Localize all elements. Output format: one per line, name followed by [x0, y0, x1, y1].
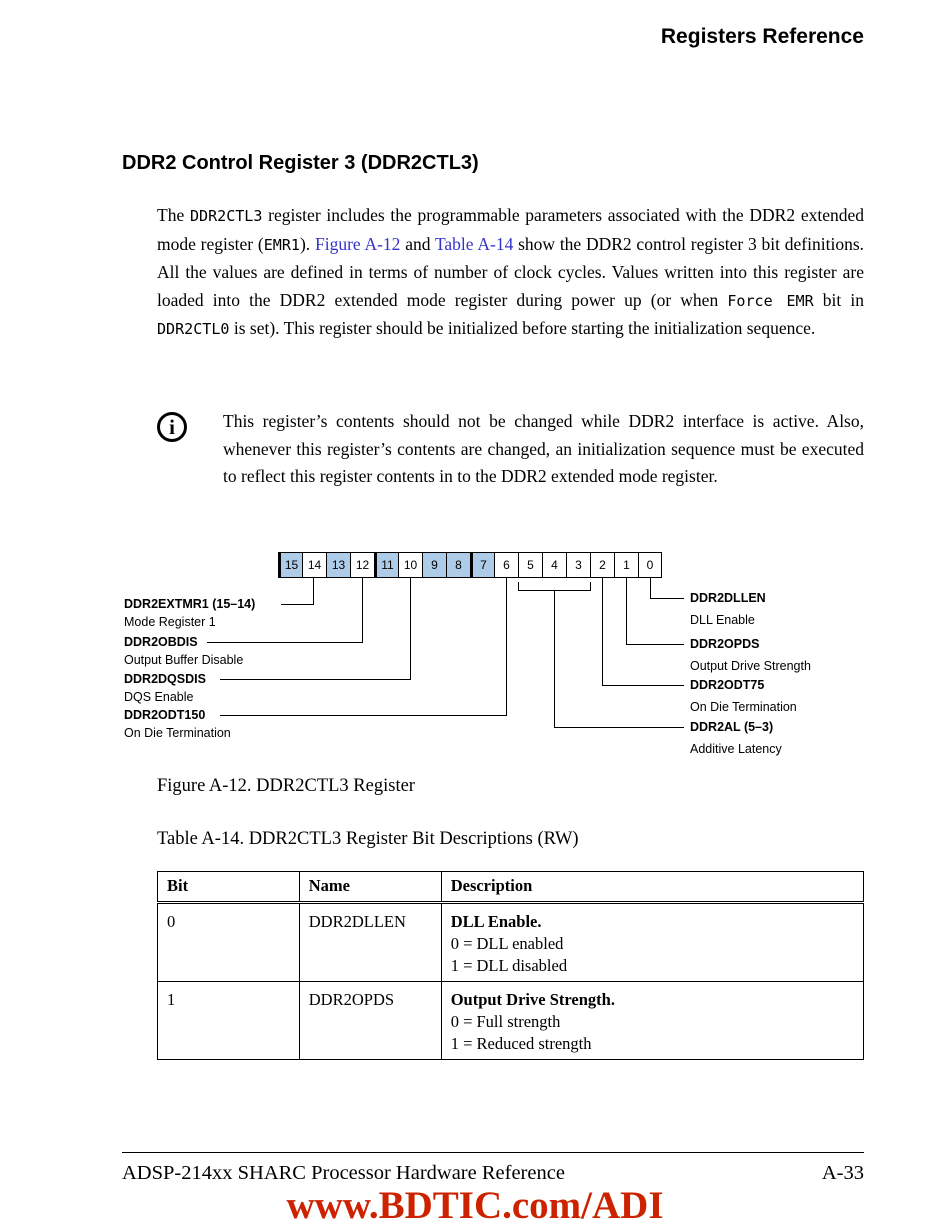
- cell-bit: 1: [158, 982, 300, 1060]
- bit-cell-1: 1: [614, 552, 638, 578]
- field-desc: On Die Termination: [690, 700, 797, 714]
- info-icon: i: [157, 412, 187, 442]
- leader-line: [410, 578, 411, 680]
- field-label-ddr2obdis: [124, 633, 243, 669]
- bit-cell-3: 3: [566, 552, 590, 578]
- field-label-ddr2opds: [690, 635, 811, 675]
- field-name: DDR2ODT150: [124, 708, 206, 722]
- field-label-ddr2dllen: [690, 589, 766, 629]
- text-span: register includes the programmable parameters associated with the DDR2 extended mode register (: [157, 205, 864, 254]
- code-span: EMR1: [263, 235, 300, 254]
- col-header-name: Name: [299, 872, 441, 903]
- footer-rule: [122, 1152, 864, 1153]
- cell-name: DDR2OPDS: [299, 982, 441, 1060]
- field-label-ddr2al: [690, 718, 782, 758]
- desc-line: 1 = DLL disabled: [450, 956, 568, 975]
- field-name: DDR2ODT75: [690, 678, 765, 692]
- code-span: DDR2CTL3: [189, 207, 263, 225]
- leader-line: [220, 679, 411, 680]
- col-header-description: Description: [441, 872, 863, 903]
- field-name: DDR2OBDIS: [124, 635, 198, 649]
- field-desc: DQS Enable: [124, 690, 194, 704]
- field-desc: DLL Enable: [690, 613, 755, 627]
- field-desc: Additive Latency: [690, 742, 782, 756]
- desc-title: Output Drive Strength.: [450, 990, 615, 1009]
- field-name: DDR2DLLEN: [690, 591, 766, 605]
- cell-description: [441, 903, 863, 982]
- code-span: Force EMR: [727, 291, 814, 310]
- col-header-bit: Bit: [158, 872, 300, 903]
- bit-cell-11: 11: [374, 552, 398, 578]
- field-label-ddr2extmr1: [124, 595, 255, 631]
- leader-line: [626, 578, 627, 645]
- intro-paragraph: [157, 202, 864, 344]
- leader-line: [506, 578, 507, 716]
- bit-cell-7: 7: [470, 552, 494, 578]
- cell-name: DDR2DLLEN: [299, 903, 441, 982]
- field-name: DDR2OPDS: [690, 637, 760, 651]
- bit-cell-5: 5: [518, 552, 542, 578]
- leader-line: [554, 590, 555, 728]
- bit-cell-12: 12: [350, 552, 374, 578]
- table-caption: Table A-14. DDR2CTL3 Register Bit Descriptions (RW): [157, 829, 579, 849]
- watermark-text[interactable]: www.BDTIC.com/ADI: [286, 1184, 664, 1227]
- field-name: DDR2EXTMR1 (15–14): [124, 597, 256, 611]
- code-span: DDR2CTL0: [157, 320, 230, 338]
- field-desc: On Die Termination: [124, 726, 231, 740]
- bit-cell-2: 2: [590, 552, 614, 578]
- text-span: ).: [299, 233, 315, 254]
- leader-line: [650, 598, 684, 599]
- text-span: show the DDR2 control register 3 bit definitions. All the values are defined in terms of number of clock cycles. Values written into this register are loaded into the DDR2 extended mode register during power up (or when: [157, 233, 865, 310]
- field-label-ddr2odt75: [690, 676, 797, 716]
- leader-line: [602, 685, 684, 686]
- leader-line: [362, 578, 363, 643]
- figure-caption: Figure A-12. DDR2CTL3 Register: [157, 776, 415, 796]
- bit-cell-15: 15: [278, 552, 302, 578]
- field-label-ddr2dqsdis: [124, 670, 206, 706]
- table-row: [158, 903, 864, 982]
- desc-line: 0 = DLL enabled: [450, 934, 564, 953]
- bit-cell-4: 4: [542, 552, 566, 578]
- leader-line: [281, 604, 314, 605]
- bit-cell-10: 10: [398, 552, 422, 578]
- leader-line: [650, 578, 651, 599]
- bit-cell-14: 14: [302, 552, 326, 578]
- field-name: DDR2AL (5–3): [690, 720, 774, 734]
- leader-line: [626, 644, 684, 645]
- bit-cell-9: 9: [422, 552, 446, 578]
- text-span: The: [157, 205, 190, 225]
- bit-descriptions-table: [157, 871, 864, 1060]
- running-header: Registers Reference: [660, 25, 864, 48]
- bit-row: [278, 552, 662, 578]
- field-desc: Output Drive Strength: [690, 659, 811, 673]
- table-header-row: [158, 872, 864, 903]
- leader-line: [602, 578, 603, 686]
- register-bit-diagram: [0, 552, 950, 757]
- bit-cell-6: 6: [494, 552, 518, 578]
- bit-cell-13: 13: [326, 552, 350, 578]
- desc-title: DLL Enable.: [450, 912, 542, 931]
- field-label-ddr2odt150: [124, 706, 231, 742]
- leader-line: [554, 727, 684, 728]
- section-title: DDR2 Control Register 3 (DDR2CTL3): [122, 152, 479, 174]
- info-note: [157, 408, 864, 491]
- cell-description: [441, 982, 863, 1060]
- bit-cell-8: 8: [446, 552, 470, 578]
- field-name: DDR2DQSDIS: [124, 672, 206, 686]
- bit-cell-0: 0: [638, 552, 662, 578]
- page-footer: [122, 1162, 864, 1185]
- cell-bit: 0: [158, 903, 300, 982]
- footer-book-title: ADSP-214xx SHARC Processor Hardware Reference: [122, 1162, 565, 1184]
- text-span: bit in: [813, 289, 864, 310]
- desc-line: 0 = Full strength: [450, 1012, 561, 1031]
- footer-page-number: A-33: [821, 1162, 864, 1184]
- cross-reference-link[interactable]: Figure A-12: [314, 233, 401, 254]
- table-row: [158, 982, 864, 1060]
- leader-line: [313, 578, 314, 605]
- desc-line: 1 = Reduced strength: [450, 1034, 592, 1053]
- cross-reference-link[interactable]: Table A-14: [434, 233, 514, 254]
- field-desc: Mode Register 1: [124, 615, 216, 629]
- note-text: This register’s contents should not be changed while DDR2 interface is active. Also, whenever this register’s contents are changed, an initialization sequence must be executed to reflect this register contents in to the DDR2 extended mode register.: [223, 411, 864, 486]
- text-span: and: [400, 233, 435, 254]
- text-span: is set). This register should be initialized before starting the initialization sequence.: [229, 318, 816, 338]
- field-desc: Output Buffer Disable: [124, 653, 244, 667]
- leader-line: [220, 715, 507, 716]
